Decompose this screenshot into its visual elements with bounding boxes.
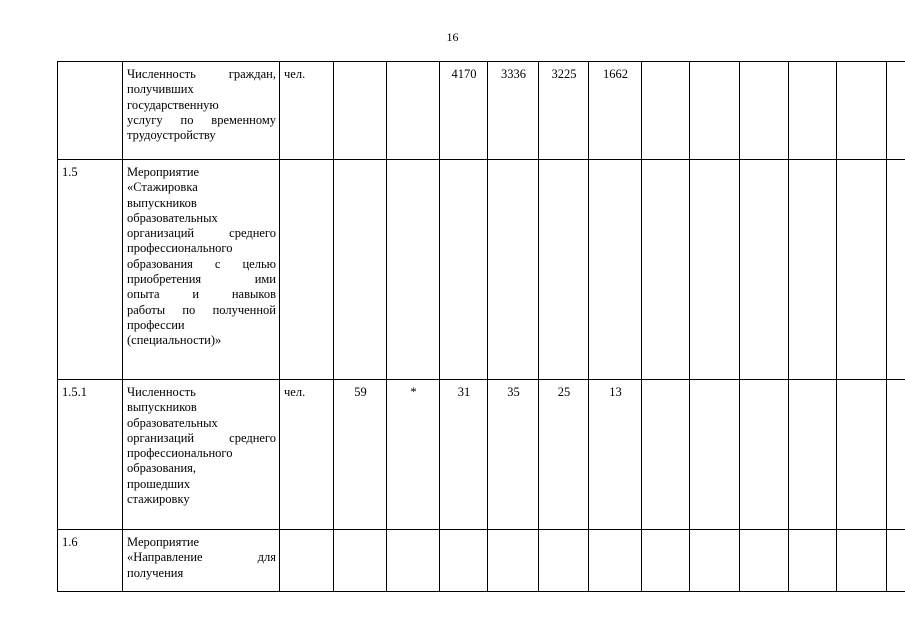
value-cell <box>887 62 905 160</box>
value-cell <box>440 530 488 592</box>
row-name <box>123 530 280 592</box>
value-cell <box>539 530 589 592</box>
row-name-line: образования с целью <box>127 256 276 271</box>
value-cell: 1662 <box>589 62 642 160</box>
row-name-line: Численность граждан, <box>127 67 276 81</box>
row-name-line: Мероприятие <box>127 535 200 549</box>
row-name-line: «Стажировка <box>127 180 198 195</box>
value-cell <box>642 530 690 592</box>
row-name-line: трудоустройству <box>127 128 216 143</box>
value-cell: 13 <box>589 380 642 530</box>
value-cell <box>690 62 740 160</box>
row-name-line: «Направление для <box>127 550 276 565</box>
value-cell <box>837 62 887 160</box>
value-cell <box>488 160 539 380</box>
value-cell <box>387 62 440 160</box>
value-cell <box>887 380 905 530</box>
row-number: 1.5.1 <box>58 380 123 530</box>
value-cell <box>690 380 740 530</box>
row-name-line: профессионального <box>127 446 233 461</box>
value-cell <box>837 530 887 592</box>
value-cell: 35 <box>488 380 539 530</box>
value-cell <box>589 530 642 592</box>
row-unit <box>280 530 334 592</box>
value-cell <box>334 62 387 160</box>
row-name-line: Мероприятие <box>127 165 200 179</box>
row-unit: чел. <box>280 380 334 530</box>
value-cell: 3336 <box>488 62 539 160</box>
page-number: 16 <box>446 30 459 44</box>
value-cell <box>789 62 837 160</box>
value-cell <box>589 160 642 380</box>
value-cell <box>642 380 690 530</box>
value-cell <box>642 160 690 380</box>
row-name <box>123 380 280 530</box>
value-cell <box>334 160 387 380</box>
value-cell: * <box>387 380 440 530</box>
row-name-line: государственную <box>127 97 219 112</box>
value-cell <box>740 530 789 592</box>
row-name-line: образовательных <box>127 415 218 430</box>
value-cell: 25 <box>539 380 589 530</box>
value-cell <box>887 160 905 380</box>
row-name-line: опыта и навыков <box>127 287 276 302</box>
value-cell <box>387 530 440 592</box>
value-cell <box>740 160 789 380</box>
value-cell <box>740 380 789 530</box>
row-name-line: организаций среднего <box>127 226 276 241</box>
value-cell: 31 <box>440 380 488 530</box>
table-row <box>58 160 905 380</box>
row-name-line: работы по полученной <box>127 302 276 317</box>
table-row <box>58 380 905 530</box>
value-cell <box>887 530 905 592</box>
row-number <box>58 62 123 160</box>
row-name <box>123 62 280 160</box>
value-cell <box>642 62 690 160</box>
row-name-line: получивших <box>127 82 194 97</box>
indicators-table <box>57 61 905 592</box>
row-name-line: приобретения ими <box>127 272 276 287</box>
value-cell: 59 <box>334 380 387 530</box>
value-cell <box>440 160 488 380</box>
value-cell <box>789 160 837 380</box>
row-name-line: организаций среднего <box>127 430 276 445</box>
row-name-line: Численность <box>127 385 196 399</box>
value-cell <box>690 160 740 380</box>
row-number: 1.5 <box>58 160 123 380</box>
value-cell <box>740 62 789 160</box>
value-cell <box>690 530 740 592</box>
row-name-line: (специальности)» <box>127 333 222 348</box>
row-name-line: профессии <box>127 317 185 332</box>
row-number: 1.6 <box>58 530 123 592</box>
value-cell <box>789 380 837 530</box>
value-cell <box>539 160 589 380</box>
value-cell: 3225 <box>539 62 589 160</box>
value-cell <box>334 530 387 592</box>
row-name-line: услугу по временному <box>127 112 276 127</box>
row-name-line: образовательных <box>127 210 218 225</box>
table-row <box>58 530 905 592</box>
row-name-line: прошедших <box>127 476 191 491</box>
value-cell <box>488 530 539 592</box>
value-cell <box>387 160 440 380</box>
value-cell: 4170 <box>440 62 488 160</box>
value-cell <box>837 160 887 380</box>
row-name-line: получения <box>127 565 184 580</box>
row-name <box>123 160 280 380</box>
table-row <box>58 62 905 160</box>
row-name-line: стажировку <box>127 492 190 507</box>
row-name-line: выпускников <box>127 400 197 415</box>
value-cell <box>789 530 837 592</box>
value-cell <box>837 380 887 530</box>
row-unit: чел. <box>280 62 334 160</box>
row-name-line: образования, <box>127 461 197 476</box>
row-name-line: выпускников <box>127 195 197 210</box>
row-unit <box>280 160 334 380</box>
row-name-line: профессионального <box>127 241 233 256</box>
